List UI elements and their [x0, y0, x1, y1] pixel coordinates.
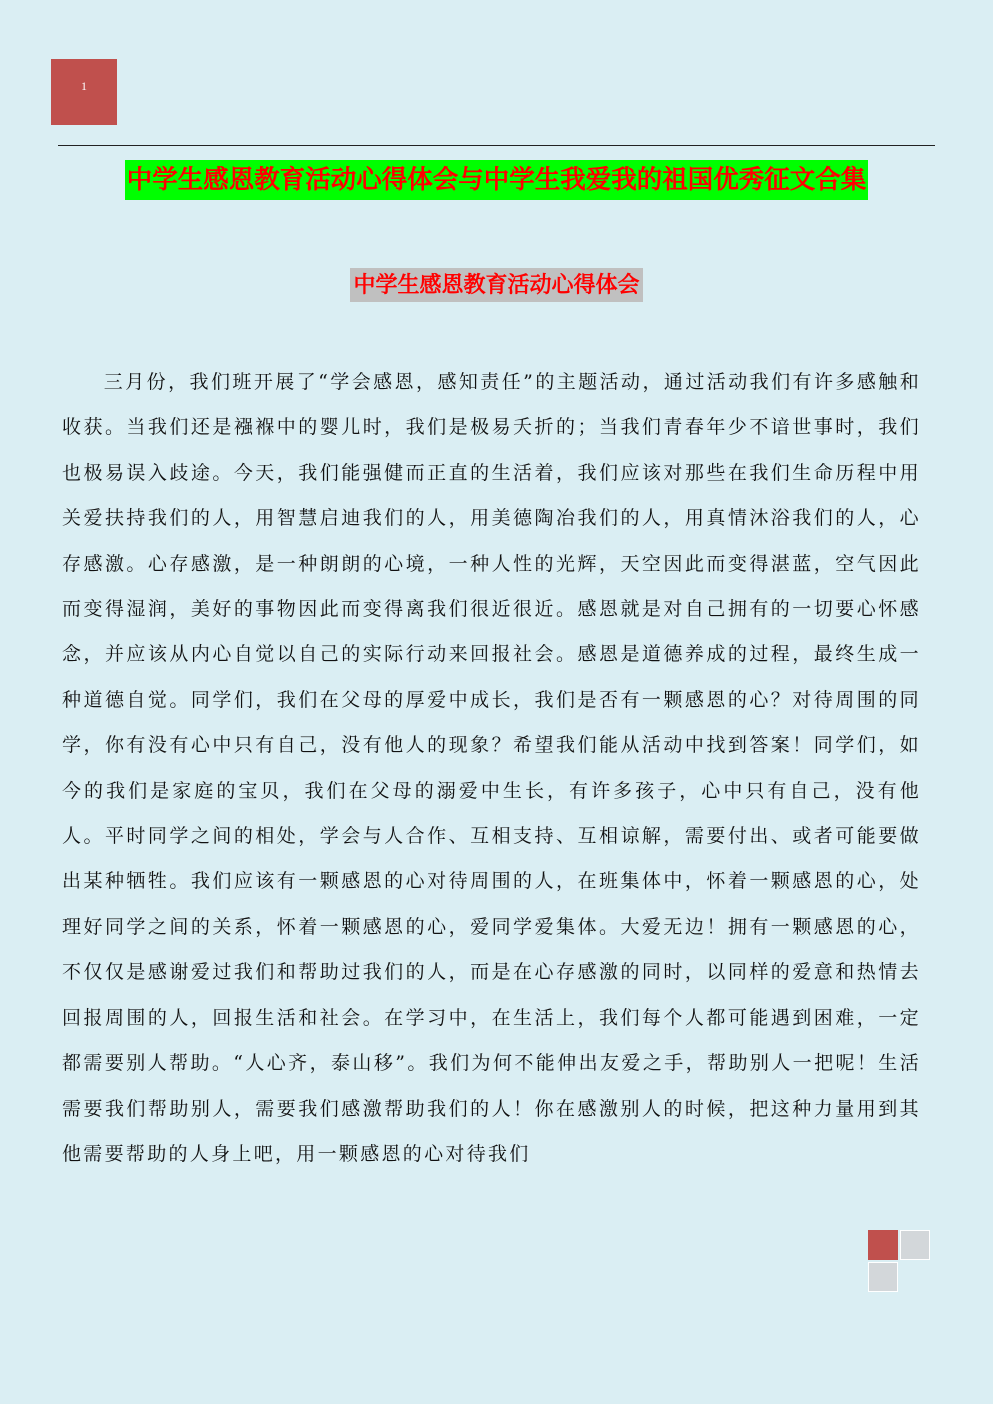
corner-decoration-gray-square — [900, 1230, 930, 1260]
main-title-container — [58, 160, 935, 200]
page-number: 1 — [81, 79, 87, 93]
page-number-badge — [51, 59, 117, 125]
section-title-container — [58, 268, 935, 302]
document-title: 中学生感恩教育活动心得体会与中学生我爱我的祖国优秀征文合集 — [125, 160, 869, 200]
body-paragraph: 三月份，我们班开展了“学会感恩，感知责任”的主题活动，通过活动我们有许多感触和收获。当我们还是襁褓中的婴儿时，我们是极易夭折的；当我们青春年少不谙世事时，我们也极易误入歧途。今天，我们能强健而正直的生活着，我们应该对那些在我们生命历程中用关爱扶持我们的人，用智慧启迪我们的人，用美德陶冶我们的人，用真情沐浴我们的人，心存感激。心存感激，是一种朗朗的心境，一种人性的光辉，天空因此而变得湛蓝，空气因此而变得湿润，美好的事物因此而变得离我们很近很近。感恩就是对自己拥有的一切要心怀感念，并应该从内心自觉以自己的实际行动来回报社会。感恩是道德养成的过程，最终生成一种道德自觉。同学们，我们在父母的厚爱中成长，我们是否有一颗感恩的心？对待周围的同学，你有没有心中只有自己，没有他人的现象？希望我们能从活动中找到答案！同学们，如今的我们是家庭的宝贝，我们在父母的溺爱中生长，有许多孩子，心中只有自己，没有他人。平时同学之间的相处，学会与人合作、互相支持、互相谅解，需要付出、或者可能要做出某种牺牲。我们应该有一颗感恩的心对待周围的人，在班集体中，怀着一颗感恩的心，处理好同学之间的关系，怀着一颗感恩的心，爱同学爱集体。大爱无边！拥有一颗感恩的心，不仅仅是感谢爱过我们和帮助过我们的人，而是在心存感激的同时，以同样的爱意和热情去回报周围的人，回报生活和社会。在学习中，在生活上，我们每个人都可能遇到困难，一定都需要别人帮助。“人心齐，泰山移”。我们为何不能伸出友爱之手，帮助别人一把呢！生活需要我们帮助别人，需要我们感激帮助我们的人！你在感激别人的时候，把这种力量用到其他需要帮助的人身上吧，用一颗感恩的心对待我们 — [62, 371, 921, 1165]
corner-decoration-red-square — [868, 1230, 898, 1260]
section-heading: 中学生感恩教育活动心得体会 — [350, 268, 642, 302]
header-divider — [58, 145, 935, 146]
corner-decoration-gray-square — [868, 1262, 898, 1292]
